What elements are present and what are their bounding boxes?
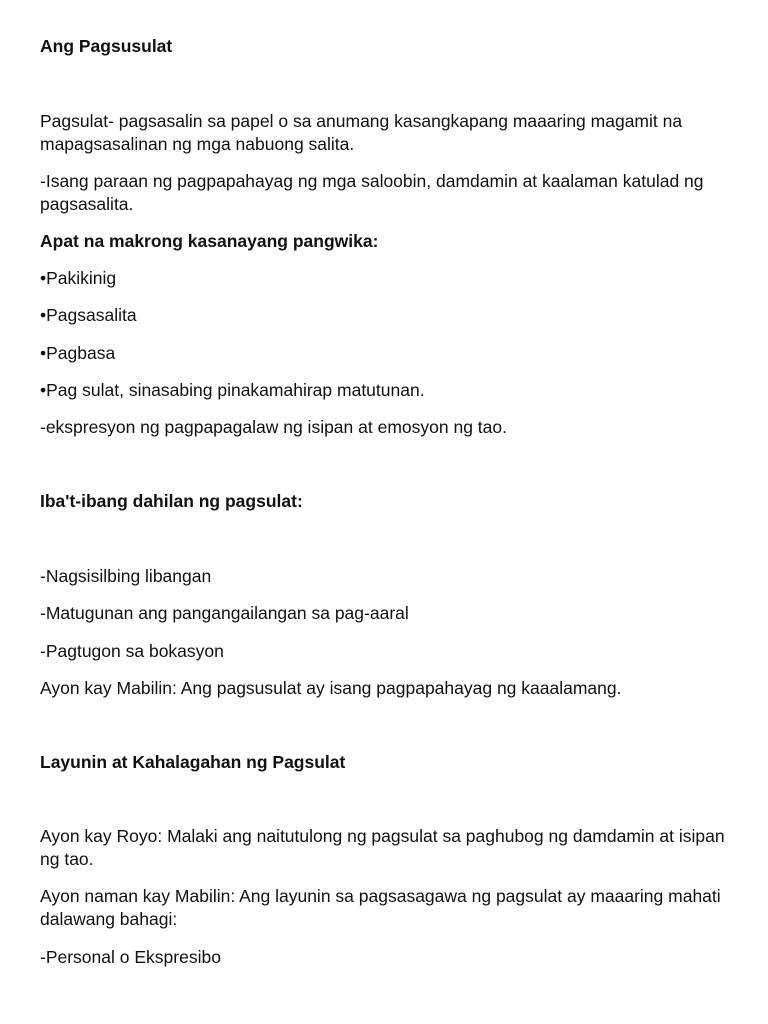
document-title: Ang Pagsusulat [40,36,173,56]
heading-makrong-kasanayan: Apat na makrong kasanayang pangwika: [40,231,379,251]
paragraph-mabilin-layunin: Ayon naman kay Mabilin: Ang layunin sa pagsasagawa ng pagsulat ay maaaring mahati dalawang bahagi: [40,886,721,929]
paragraph-personal: -Personal o Ekspresibo [40,947,221,967]
paragraph-mabilin: Ayon kay Mabilin: Ang pagsusulat ay isang pagpapahayag ng kaaalamang. [40,678,622,698]
paragraph-pagsulat-definition: Pagsulat- pagsasalin sa papel o sa anumang kasangkapang maaaring magamit na mapagsasalinan ng mga nabuong salita. [40,111,683,154]
heading-layunin: Layunin at Kahalagahan ng Pagsulat [40,752,346,772]
heading-dahilan: Iba't-ibang dahilan ng pagsulat: [40,491,303,511]
list-item-makro: •Pag sulat, sinasabing pinakamahirap matutunan. [40,380,425,400]
list-item-dahilan: -Nagsisilbing libangan [40,566,212,586]
paragraph-ekspresyon: -ekspresyon ng pagpapagalaw ng isipan at emosyon ng tao. [40,417,507,437]
list-item-dahilan: -Matugunan ang pangangailangan sa pag-aaral [40,603,409,623]
list-item-makro: •Pakikinig [40,268,117,288]
paragraph-royo: Ayon kay Royo: Malaki ang naitutulong ng pagsulat sa paghubog ng damdamin at isipan ng tao. [40,826,725,869]
document-page [40,0,740,1024]
list-item-makro: •Pagsasalita [40,305,137,325]
paragraph-paraan: -Isang paraan ng pagpapahayag ng mga saloobin, damdamin at kaalaman katulad ng pagsasalita. [40,171,704,214]
list-item-makro: •Pagbasa [40,343,116,363]
list-item-dahilan: -Pagtugon sa bokasyon [40,641,224,661]
